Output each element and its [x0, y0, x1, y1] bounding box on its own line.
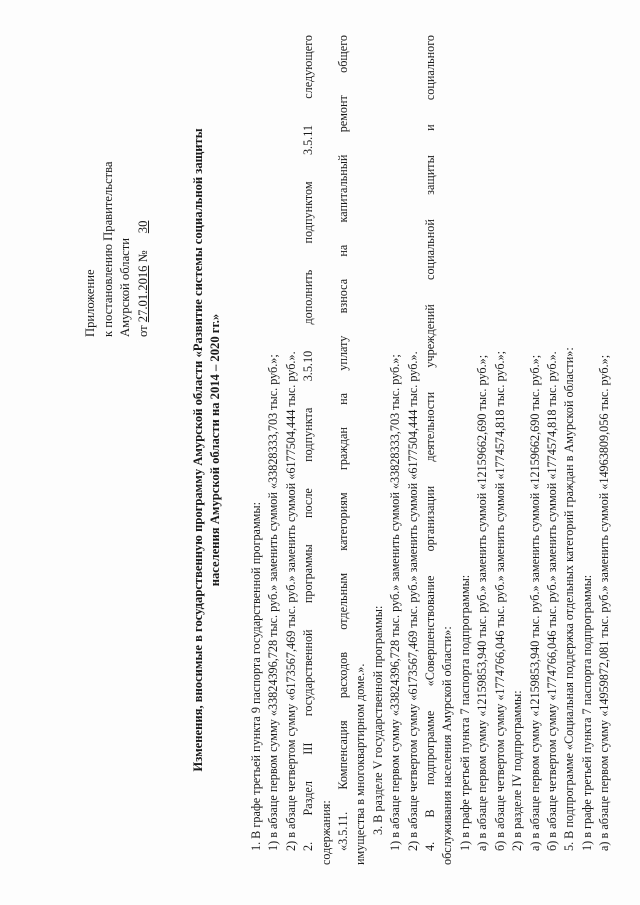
body-line: 2) в абзаце четвертом сумму «6173567,469 тыс. руб.» заменить суммой «6177504,444 тыс. руб.».: [283, 351, 298, 851]
number-sign: №: [135, 250, 150, 263]
title-line-1: Изменения, вносимые в государственную программу Амурской области «Развитие системы социальной защиты: [191, 128, 205, 772]
body-line: имущества в многоквартирном доме.».: [353, 663, 368, 865]
body-line: 1. В графе третьей пункта 9 паспорта государственной программы:: [249, 502, 263, 851]
body-line: а) в абзаце первом сумму «12159853,940 тыс. руб.» заменить суммой «12159662,690 тыс. руб.»;: [527, 354, 542, 851]
body-line: 1) в абзаце первом сумму «33824396,728 тыс. руб.» заменить суммой «33828333,703 тыс. руб.»;: [266, 354, 281, 851]
body-line: 2) в абзаце четвертом сумму «6173567,469 тыс. руб.» заменить суммой «6177504,444 тыс. руб.».: [405, 351, 420, 851]
appendix-header: [82, 47, 152, 337]
region-name: Амурской области: [118, 237, 132, 337]
title-line-2: населения Амурской области на 2014 – 2020 гг.»: [208, 313, 222, 587]
body-line: б) в абзаце четвертом сумму «1774766,046 тыс. руб.» заменить суммой «1774574,818 тыс. руб.»;: [492, 350, 507, 851]
appendix-label: Приложение: [83, 269, 97, 337]
body-line: 2. Раздел III государственной программы после подпункта 3.5.10 дополнить подпунктом 3.5.11 следующего: [301, 35, 316, 851]
body-line: «3.5.11. Компенсация расходов отдельным категориям граждан на уплату взноса на капитальный ремонт общего: [336, 35, 351, 851]
resolution-number: 30: [135, 220, 150, 234]
resolution-reference: к постановлению Правительства: [100, 161, 115, 337]
date-number-line: [135, 47, 153, 337]
body-line: 1) в графе третьей пункта 7 паспорта подпрограммы:: [457, 574, 472, 851]
body-line: содержания:: [318, 800, 333, 865]
body-line: 2) в разделе IV подпрограммы:: [510, 690, 525, 851]
resolution-date: 27.01.2016: [135, 265, 150, 323]
body-line: 5. В подпрограмме «Социальная поддержка отдельных категорий граждан в Амурской области»:: [562, 347, 577, 851]
date-prefix: от: [135, 325, 150, 337]
body-line: 3. В разделе V государственной программы:: [370, 605, 385, 835]
document-body: [248, 35, 614, 865]
body-line: а) в абзаце первом сумму «14959872,081 тыс. руб.» заменить суммой «14963809,056 тыс. руб.»;: [597, 354, 612, 851]
document-title: [190, 35, 224, 865]
body-line: обслуживания населения Амурской области»:: [440, 626, 455, 865]
body-line: а) в абзаце первом сумму «12159853,940 тыс. руб.» заменить суммой «12159662,690 тыс. руб.»;: [475, 354, 490, 851]
body-line: 4. В подпрограмме «Совершенствование организации деятельности учреждений социальной защиты и социального: [423, 35, 438, 851]
body-line: 1) в графе третьей пункта 7 паспорта подпрограммы:: [579, 574, 594, 851]
body-line: б) в абзаце четвертом сумму «1774766,046 тыс. руб.» заменить суммой «1774574,818 тыс. руб.».: [544, 351, 559, 851]
body-line: 1) в абзаце первом сумму «33824396,728 тыс. руб.» заменить суммой «33828333,703 тыс. руб.»;: [388, 354, 403, 851]
